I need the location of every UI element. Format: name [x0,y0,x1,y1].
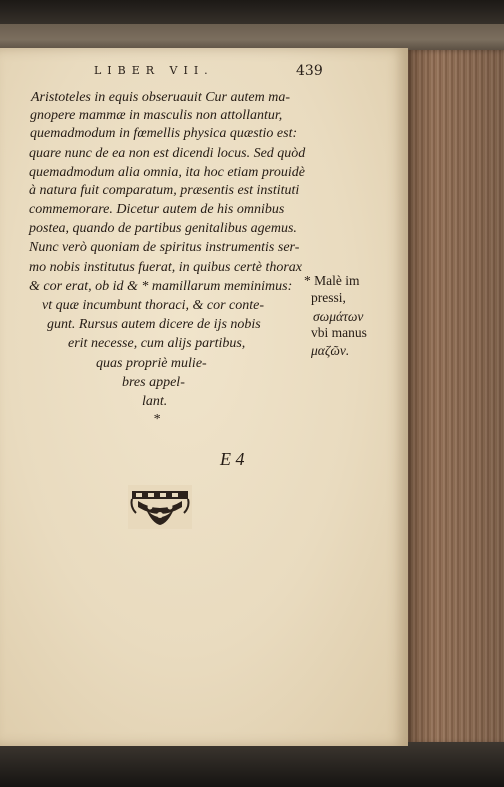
body-line: quare nunc de ea non est dicendi locus. Sed quòd [29,146,306,161]
margin-note-line: μαζῶν. [311,343,350,358]
book-cover-edge [0,24,504,50]
running-head: LIBER VII. [94,64,214,77]
margin-note-line: σωμάτων [313,309,364,324]
body-line: lant. [142,394,168,409]
body-line: & cor erat, ob id & * mamillarum meminimus: [29,279,293,294]
signature-mark: E 4 [220,449,245,469]
body-line: Nunc verò quoniam de spiritus instrumentis ser- [29,240,300,255]
body-line: à natura fuit comparatum, præsentis est instituti [29,183,300,198]
body-line: vt quæ incumbunt thoraci, & cor conte- [42,298,265,313]
body-line: gnopere mammæ in masculis non attollantur, [30,108,283,123]
body-line: gunt. Rursus autem dicere de ijs nobis [47,317,261,332]
body-line: erit necesse, cum alijs partibus, [68,336,246,351]
body-line: bres appel- [122,375,185,390]
body-line: postea, quando de partibus genitalibus agemus. [29,221,297,236]
margin-note-line: pressi, [311,290,346,305]
printers-ornament-icon [128,485,192,529]
page-stack-shadow [406,50,504,744]
body-line: quemadmodum alia omnia, ita hoc etiam prouidè [29,165,305,180]
body-line: commemorare. Dicetur autem de his omnibus [29,202,285,217]
bottom-background [0,742,504,787]
body-line: * [153,412,160,427]
margin-note-line: * Malè im [304,273,360,288]
body-line: quas propriè mulie- [96,356,207,371]
body-line: mo nobis institutus fuerat, in quibus certè thorax [29,260,302,275]
body-line: quemadmodum in fœmellis physica quæstio est: [30,126,298,141]
page-number: 439 [296,63,323,79]
margin-note-line: vbi manus [311,325,367,340]
body-line: Aristoteles in equis obseruauit Cur autem ma- [31,90,290,105]
